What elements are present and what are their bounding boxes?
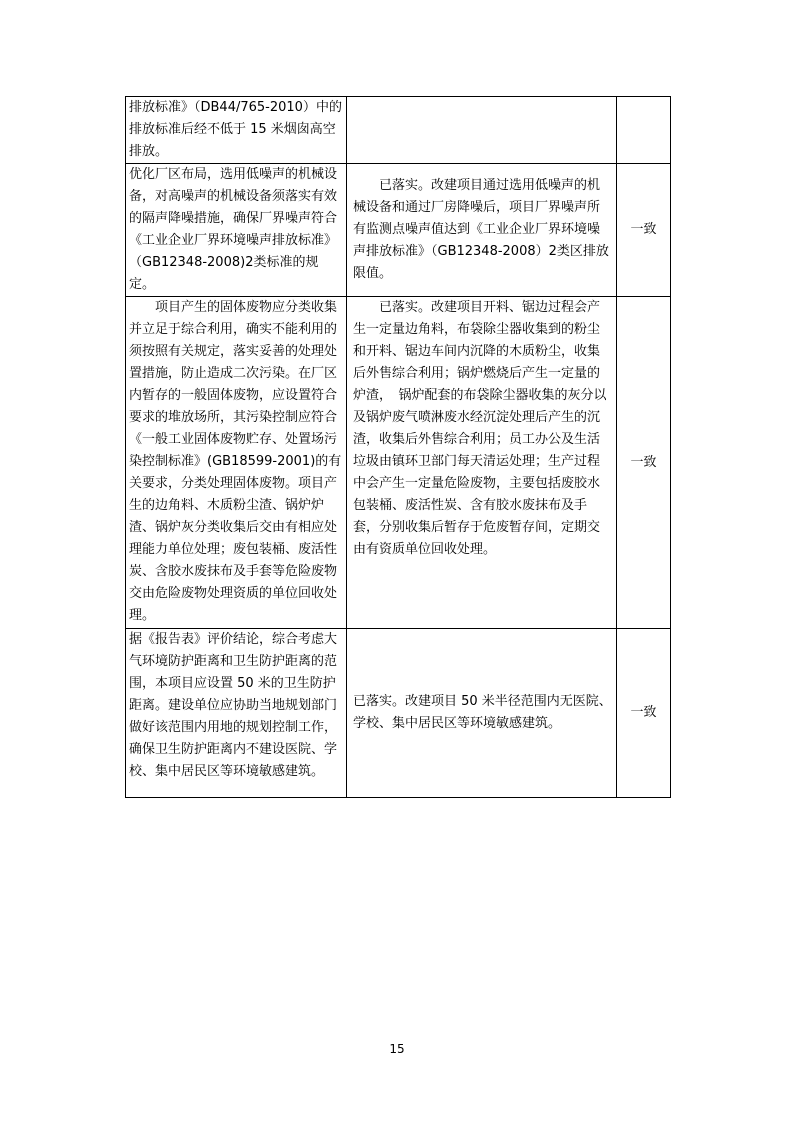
page-number: 15 xyxy=(389,1042,405,1056)
result-cell: 一致 xyxy=(617,164,671,297)
table-row xyxy=(126,297,671,629)
result-cell: 一致 xyxy=(617,297,671,629)
compliance-table xyxy=(125,96,671,798)
requirement-cell: 项目产生的固体废物应分类收集并立足于综合利用，确实不能利用的须按照有关规定，落实妥善的处理处置措施，防止造成二次污染。在厂区内暂存的一般固体废物，应设置符合要求的堆放场所，其污染控制应符合《一般工业固体废物贮存、处置场污染控制标准》(GB18599-2001)的有关要求，分类处理固体废物。项目产生的边角料、木质粉尘渣、锅炉炉渣、锅炉灰分类收集后交由有相应处理能力单位处理；废包装桶、废活性炭、含胶水废抹布及手套等危险废物交由危险废物处理资质的单位回收处理。 xyxy=(126,297,347,629)
status-cell: 已落实。改建项目开料、锯边过程会产生一定量边角料，布袋除尘器收集到的粉尘和开料、锯边车间内沉降的木质粉尘，收集后外售综合利用；锅炉燃烧后产生一定量的炉渣， 锅炉配套的布袋除尘器收集的灰分以及锅炉废气喷淋废水经沉淀处理后产生的沉渣，收集后外售综合利用；员工办公及生活垃圾由镇环卫部门每天清运处理；生产过程中会产生一定量危险废物，主要包括废胶水包装桶、废活性炭、含有胶水废抹布及手套，分别收集后暂存于危废暂存间，定期交由有资质单位回收处理。 xyxy=(347,297,617,629)
status-cell xyxy=(347,97,617,164)
table-row xyxy=(126,164,671,297)
requirement-cell: 排放标准》（DB44/765-2010）中的排放标准后经不低于 15 米烟囱高空排放。 xyxy=(126,97,347,164)
status-cell: 已落实。改建项目通过选用低噪声的机械设备和通过厂房降噪后，项目厂界噪声所有监测点噪声值达到《工业企业厂界环境噪声排放标准》（GB12348-2008）2类区排放限值。 xyxy=(347,164,617,297)
table-row xyxy=(126,629,671,798)
table-row xyxy=(126,97,671,164)
requirement-cell: 优化厂区布局，选用低噪声的机械设备，对高噪声的机械设备须落实有效的隔声降噪措施，确保厂界噪声符合《工业企业厂界环境噪声排放标准》（GB12348-2008)2类标准的规定。 xyxy=(126,164,347,297)
result-cell xyxy=(617,97,671,164)
status-cell: 已落实。改建项目 50 米半径范围内无医院、学校、集中居民区等环境敏感建筑。 xyxy=(347,629,617,798)
result-cell: 一致 xyxy=(617,629,671,798)
requirement-cell: 据《报告表》评价结论，综合考虑大气环境防护距离和卫生防护距离的范围，本项目应设置 50 米的卫生防护距离。建设单位应协助当地规划部门做好该范围内用地的规划控制工作，确保卫生防护距离内不建设医院、学校、集中居民区等环境敏感建筑。 xyxy=(126,629,347,798)
